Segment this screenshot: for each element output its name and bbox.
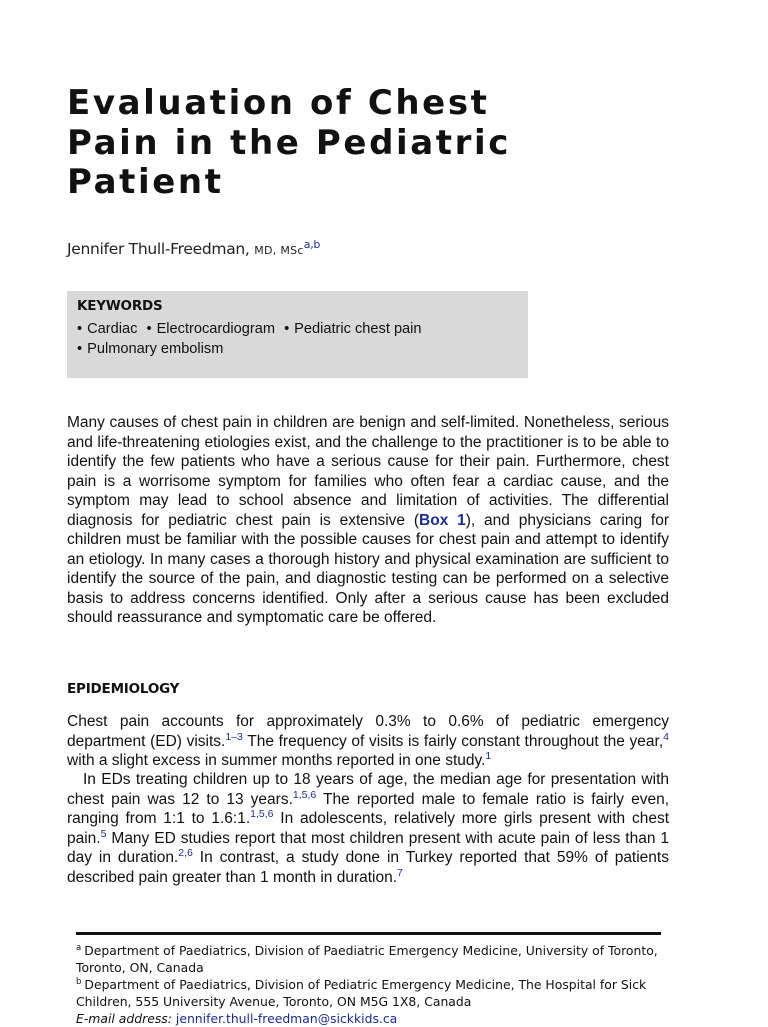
title-line: Evaluation of Chest xyxy=(67,83,490,123)
epidemiology-heading: EPIDEMIOLOGY xyxy=(67,681,180,697)
title-line: Pain in the Pediatric xyxy=(67,122,512,163)
paragraph-text: Many ED studies report that most children present with acute pain of less than 1 day in duration. xyxy=(67,829,669,866)
reference-link[interactable]: 1–3 xyxy=(225,730,243,743)
author-name: Jennifer Thull-Freedman, xyxy=(67,240,250,258)
footnote-mark: a xyxy=(76,943,82,953)
bullet-icon: • xyxy=(146,321,152,337)
bullet-icon: • xyxy=(284,321,290,337)
reference-link[interactable]: 1,5,6 xyxy=(250,808,274,820)
paragraph-text: The reported male to female ratio is fairly even, ranging from 1:1 to 1.6:1. xyxy=(67,790,670,827)
keywords-line xyxy=(77,320,518,340)
intro-text: ), and physicians caring for children must be familiar with the possible causes for chest pain and attempt to identify an etiology. In many cases a thorough history and physical examination are sufficient to identify the source of the pain, and diagnostic testing can be performed on a selective basis to address concerns identified. Only after a serious cause has been excluded should reassurance and symptomatic care be offered. xyxy=(67,511,669,626)
box-1-link[interactable]: Box 1 xyxy=(419,511,466,529)
reference-link[interactable]: 1 xyxy=(485,750,492,762)
reference-link[interactable]: 5 xyxy=(100,827,107,840)
email-link[interactable]: jennifer.thull-freedman@sickkids.ca xyxy=(175,1011,398,1026)
paragraph-text: In adolescents, relatively more girls present with chest pain. xyxy=(67,810,669,847)
bullet-icon: • xyxy=(77,321,83,337)
keyword-item: Cardiac xyxy=(87,321,138,337)
affiliation-marks[interactable]: a,b xyxy=(303,238,321,251)
reference-link[interactable]: 4 xyxy=(663,730,669,743)
footnote-text: Department of Paediatrics, Division of Paediatric Emergency Medicine, University of Toronto, Toronto, ON, Canada xyxy=(76,943,658,975)
intro-paragraph xyxy=(67,413,669,628)
keyword-item: Pulmonary embolism xyxy=(87,340,224,357)
paragraph-text: with a slight excess in summer months reported in one study. xyxy=(67,752,486,769)
author-line xyxy=(67,240,320,258)
intro-text: Many causes of chest pain in children are benign and self-limited. Nonetheless, serious and life-threatening etiologies exist, and the challenge to the practitioner is to be able to identify the few patients who have a serious cause for their pain. Furthermore, chest pain is a worrisome symptom for families who often fear a cardiac cause, and the symptom may lead to school absence and limitation of activities. The differential diagnosis for pediatric chest pain is extensive ( xyxy=(67,414,669,529)
reference-link[interactable]: 1,5,6 xyxy=(292,788,317,801)
email-label: E-mail address: xyxy=(76,1011,172,1026)
epidemiology-paragraph xyxy=(67,712,669,771)
footnote-affiliation-b xyxy=(76,976,676,1010)
keywords-box xyxy=(67,291,528,378)
epidemiology-paragraph xyxy=(67,770,669,887)
author-degrees: MD, MSc xyxy=(254,244,304,257)
title-line: Patient xyxy=(67,162,224,202)
bullet-icon: • xyxy=(77,340,83,357)
footnote-mark: b xyxy=(76,977,82,987)
footnote-divider xyxy=(76,932,661,935)
keyword-item: Pediatric chest pain xyxy=(294,321,422,337)
keywords-heading: KEYWORDS xyxy=(77,298,163,314)
paragraph-text: The frequency of visits is fairly constant throughout the year, xyxy=(242,732,664,750)
paragraph-text: In EDs treating children up to 18 years of age, the median age for presentation with chest pain was 12 to 13 years. xyxy=(67,771,669,808)
footnote-affiliation-a xyxy=(76,942,676,976)
paragraph-text: Chest pain accounts for approximately 0.3% to 0.6% of pediatric emergency department (ED) visits. xyxy=(67,713,669,750)
paragraph-text: In contrast, a study done in Turkey reported that 59% of patients described pain greater than 1 month in duration. xyxy=(67,849,669,886)
footnote-email xyxy=(76,1010,676,1027)
reference-link[interactable]: 2,6 xyxy=(178,847,193,859)
reference-link[interactable]: 7 xyxy=(397,866,403,879)
keywords-line xyxy=(77,340,518,360)
article-title xyxy=(67,84,587,203)
keyword-item: Electrocardiogram xyxy=(156,321,275,337)
footnote-text: Department of Paediatrics, Division of Pediatric Emergency Medicine, The Hospital for Sick Children, 555 University Avenue, Toronto, ON M5G 1X8, Canada xyxy=(76,977,647,1009)
